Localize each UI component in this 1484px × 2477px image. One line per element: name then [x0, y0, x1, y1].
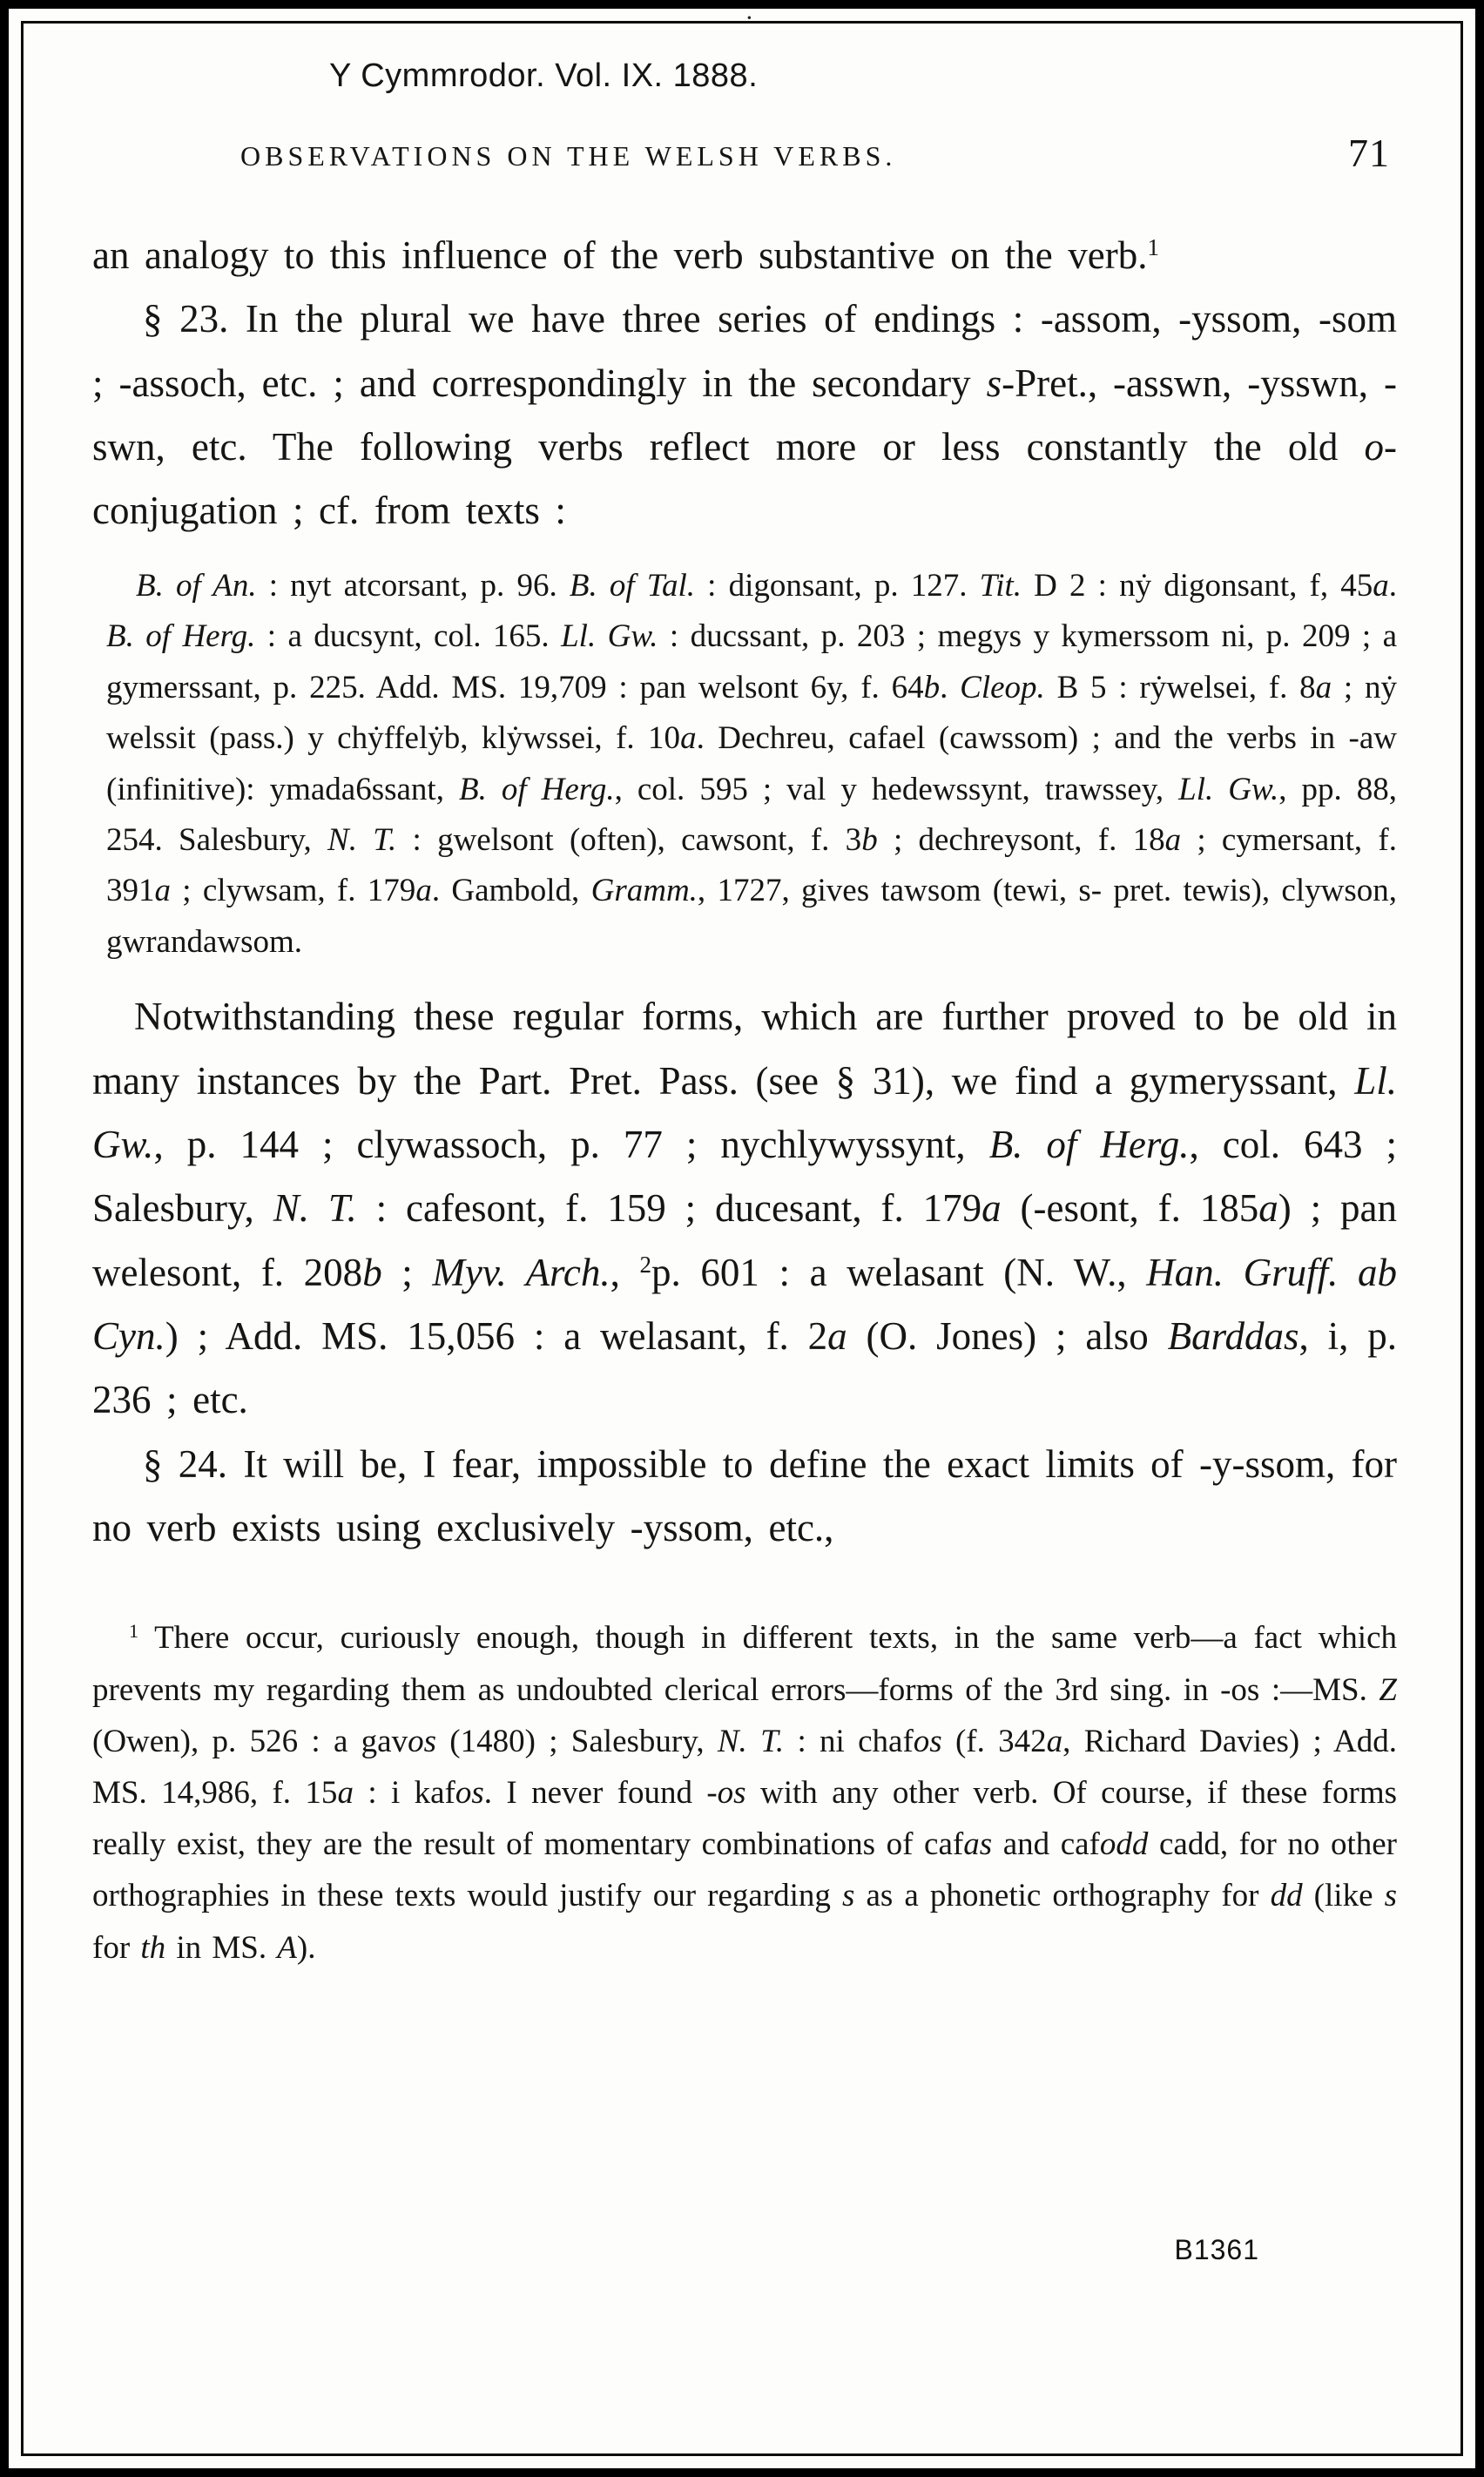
page-content	[92, 47, 1397, 1974]
citation-block: B. of An. : nyt atcorsant, p. 96. B. of Tal. : digonsant, p. 127. Tit. D 2 : nẏ digonsant, f, 45a. B. of Herg. : a ducsynt, col. 165. Ll. Gw. : ducssant, p. 203 ; megys y kymerssom ni, p. 209 ; a gymerssant, p. 225. Add. MS. 19,709 : pan welsont 6y, f. 64b. Cleop. B 5 : rẏwelsei, f. 8a ; nẏ welssit (pass.) y chẏffelẏb, klẏwssei, f. 10a. Dechreu, cafael (cawssom) ; and the verbs in -aw (infinitive): ymada6ssant, B. of Herg., col. 595 ; val y hedewssynt, trawssey, Ll. Gw., pp. 88, 254. Salesbury, N. T. : gwelsont (often), cawsont, f. 3b ; dechreysont, f. 18a ; cymersant, f. 391a ; clywsam, f. 179a. Gambold, Gramm., 1727, gives tawsom (tewi, s- pret. tewis), clywson, gwrandawsom.	[106, 567, 1397, 960]
footnote: $^1$ There occur, curiously enough, though in different texts, in the same verb—a fact which prevents my regarding them as undoubted clerical errors—forms of the 3rd sing. in -os :—MS. Z (Owen), p. 526 : a gavos (1480) ; Salesbury, N. T. : ni chafos (f. 342a, Richard Davies) ; Add. MS. 14,986, f. 15a : i kafos. I never found -os with any other verb. Of course, if these forms really exist, they are the result of momentary combinations of cafas and cafodd cadd, for no other orthographies in these texts would justify our regarding s as a phonetic orthography for dd (like s for th in MS. A).	[92, 1620, 1398, 1966]
volume-header: Y Cymmrodor. Vol. IX. 1888.	[329, 57, 759, 94]
catalog-mark: B1361	[1174, 2234, 1259, 2265]
running-head-title: OBSERVATIONS ON THE WELSH VERBS.	[240, 140, 897, 172]
paragraph-section-23: § 23. In the plural we have three series of endings : -assom, -yssom, -som ; -assoch, etc. ; and correspondingly in the secondary s-Pret., -asswn, -ysswn, -swn, etc. The following verbs reflect more or less constantly the old o-conjugation ; cf. from texts :	[92, 297, 1397, 533]
running-head-row	[92, 133, 1397, 184]
scan-artifact-dot: ·	[745, 3, 754, 32]
paragraph-continuation: an analogy to this influence of the verb substantive on the verb.$^1$	[92, 233, 1159, 277]
paragraph-section-24: § 24. It will be, I fear, impossible to define the exact limits of -y-ssom, for no verb exists using exclusively -yssom, etc.,	[92, 1441, 1397, 1550]
page-number: 71	[1348, 131, 1390, 175]
paragraph-notwithstanding: Notwithstanding these regular forms, which are further proved to be old in many instances by the Part. Pret. Pass. (see § 31), we find a gymeryssant, Ll. Gw., p. 144 ; clywassoch, p. 77 ; nychlywyssynt, B. of Herg., col. 643 ; Salesbury, N. T. : cafesont, f. 159 ; ducesant, f. 179a (-esont, f. 185a) ; pan welesont, f. 208b ; Myv. Arch., $^2$p. 601 : a welasant (N. W., Han. Gruff. ab Cyn.) ; Add. MS. 15,056 : a welasant, f. 2a (O. Jones) ; also Barddas, i, p. 236 ; etc.	[92, 995, 1397, 1422]
